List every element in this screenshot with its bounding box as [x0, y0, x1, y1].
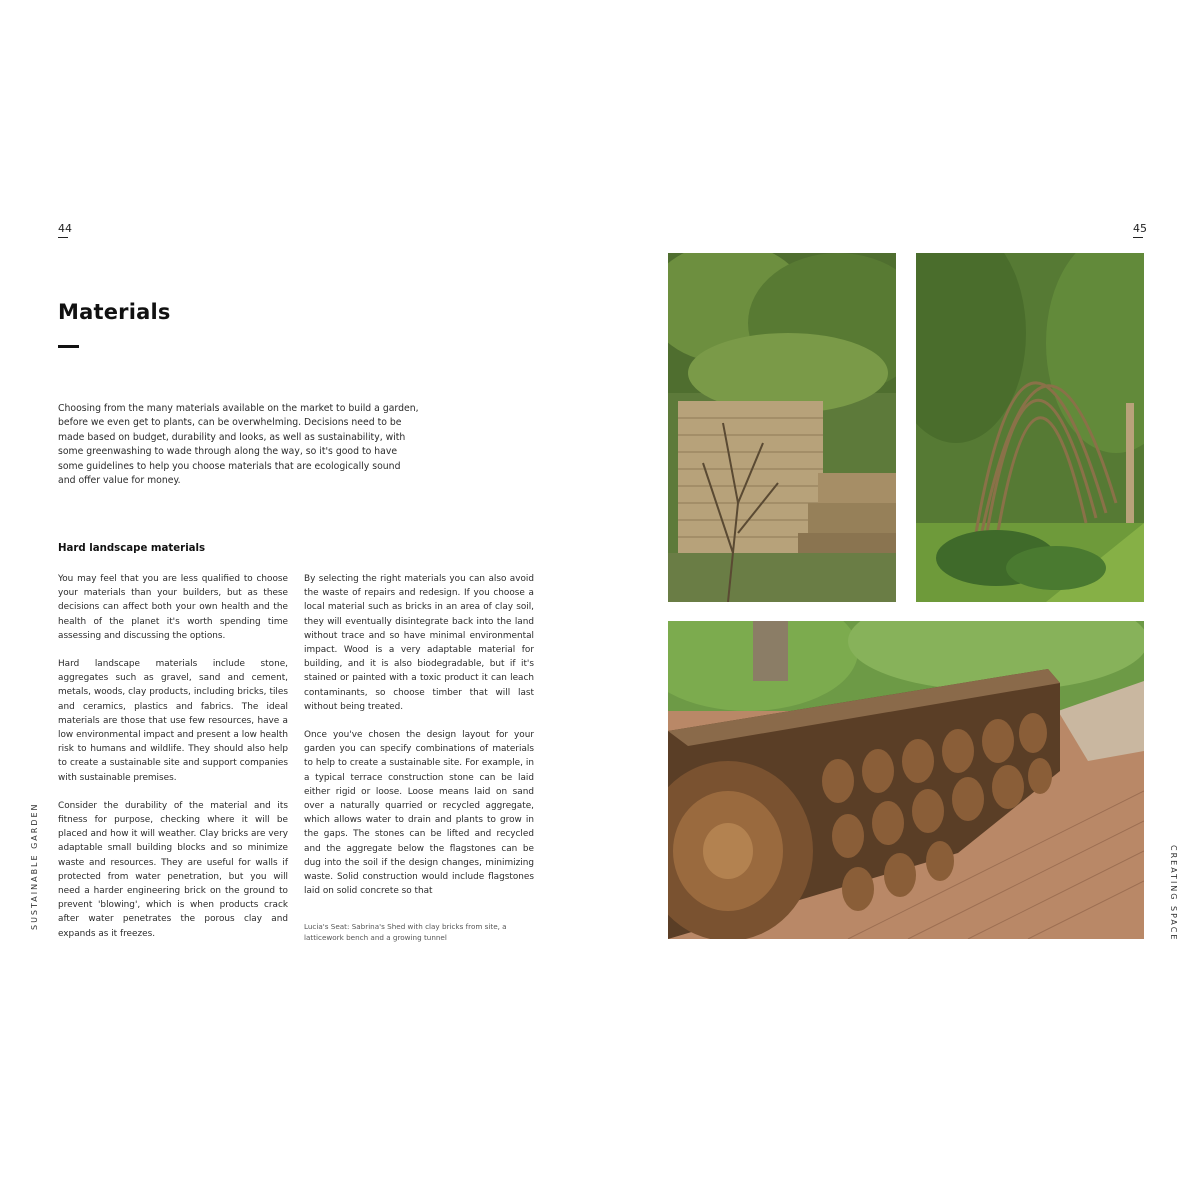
article-title: Materials	[58, 300, 171, 324]
wooden-bench-photo-graphic	[668, 621, 1144, 939]
paragraph: Once you've chosen the design layout for your garden you can specify combinations of materials to help to create a sustainable site. For example, in a typical terrace construction stone can be laid either rigid or loose. Loose means laid on sand over a naturally quarried or recycled aggregate, which allows water to drain and plants to grow in the gaps. The stones can be lifted and recycled and the aggregate below the flagstones can be dug into the soil if the design changes, minimizing waste. Solid construction would include flagstones laid on solid concrete so that	[304, 730, 534, 897]
running-head-right: CREATING SPACE	[1169, 845, 1178, 942]
paragraph: By selecting the right materials you can also avoid the waste of repairs and redesign. If you choose a local material such as bricks in an area of clay soil, they will eventually disintegrate back into the land without trace and so have minimal environmental impact. Wood is a very adaptable material for building, and it is also biodegradable, but if it's stained or painted with a toxic product it can leach contaminants, so choose timber that will last without being treated.	[304, 574, 534, 712]
page-number-right-text: 45	[1133, 222, 1147, 235]
photo-caption: Lucia's Seat: Sabrina's Shed with clay bricks from site, a latticework bench and a growing tunnel	[304, 922, 507, 942]
page-number-left-text: 44	[58, 222, 72, 235]
brick-wall-photo-graphic	[668, 253, 896, 602]
brick-wall-steps-photo	[668, 253, 896, 602]
text-column-two	[304, 572, 534, 912]
page-number-right	[1133, 222, 1147, 238]
section-subheading: Hard landscape materials	[58, 543, 206, 554]
paragraph: Consider the durability of the material and its fitness for purpose, checking where it will be placed and how it will weather. Clay bricks are very adaptable small building blocks and so minimize waste and resources. They are useful for walls if protected from water penetration, but you will need a harder engineering brick on the ground to prevent 'blowing', which is when products crack after water penetrates the porous clay and expands as it freezes.	[58, 800, 288, 939]
willow-arch-garden-photo	[916, 253, 1144, 602]
text-column-one	[58, 572, 288, 955]
paragraph: You may feel that you are less qualified to choose your materials than your builders, but as these decisions can affect both your own health and the health of the planet it's worth spending time assessing and discussing the options.	[58, 574, 288, 641]
intro-paragraph: Choosing from the many materials available on the market to build a garden, before we even get to plants, can be overwhelming. Decisions need to be made based on budget, durability and looks, as well as sustainability, with some greenwashing to wade through along the way, so it's good to have some guidelines to help you choose materials that are ecologically sound and offer value for money.	[58, 403, 419, 487]
carved-wooden-bench-photo	[668, 621, 1144, 939]
willow-arch-photo-graphic	[916, 253, 1144, 602]
running-head-left: SUSTAINABLE GARDEN	[30, 802, 39, 930]
page-number-left	[58, 222, 72, 238]
paragraph: Hard landscape materials include stone, aggregates such as gravel, sand and cement, metals, woods, clay products, including bricks, tiles and ceramics, plastics and fabrics. The ideal materials are those that use few resources, have a low environmental impact and present a low health risk to humans and wildlife. They should also help to create a sustainable site and support companies with sustainable premises.	[58, 659, 288, 783]
title-underline	[58, 345, 79, 348]
page-number-rule	[58, 237, 68, 238]
page-number-rule	[1133, 237, 1143, 238]
